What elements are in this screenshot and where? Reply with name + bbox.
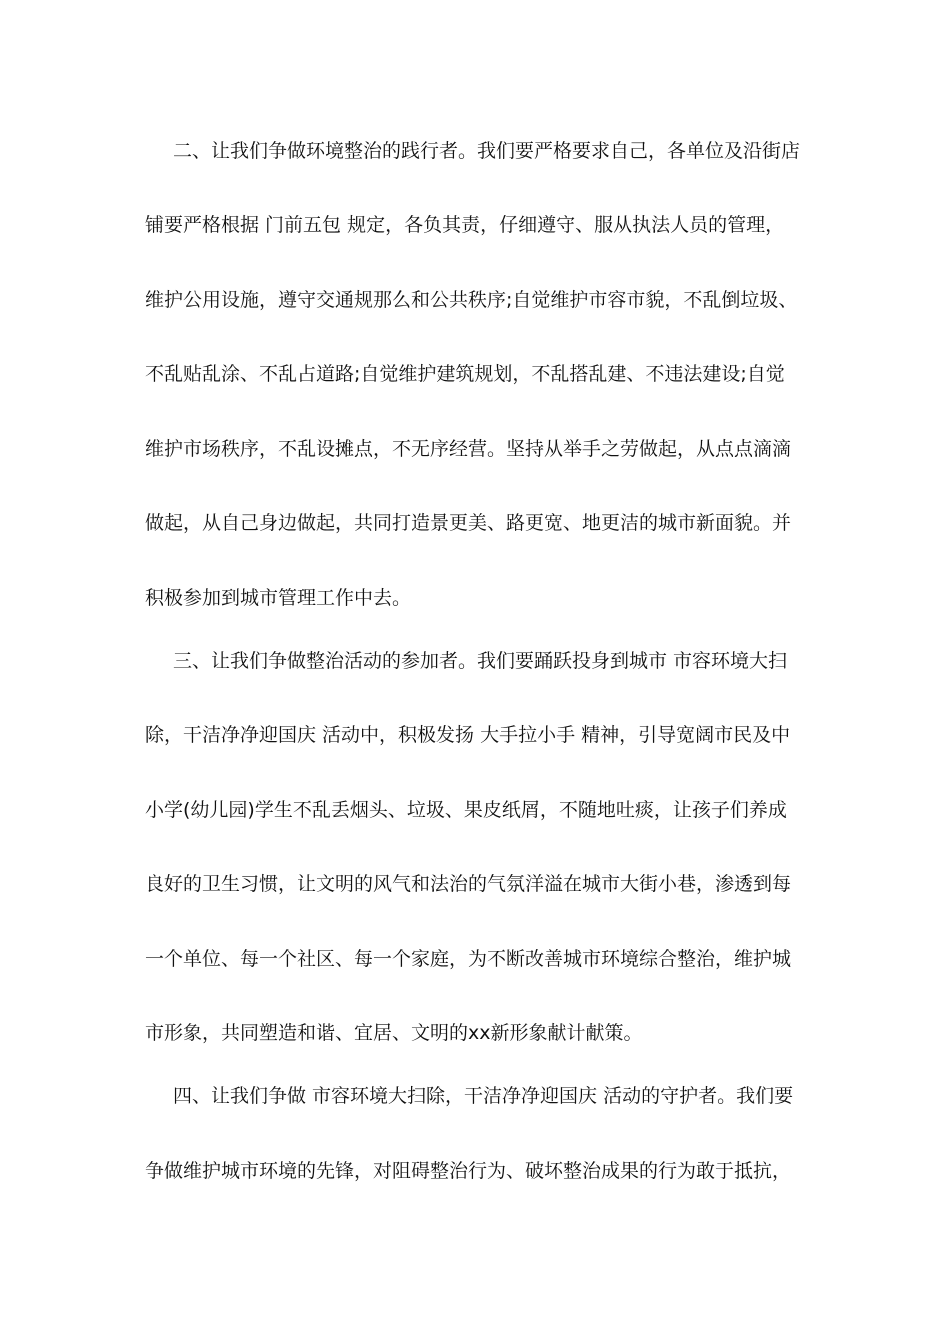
paragraph-3-line-4: 良好的卫生习惯，让文明的风气和法治的气氛洋溢在城市大街小巷，渗透到每 — [145, 873, 792, 895]
paragraph-2-line-3: 维护公用设施，遵守交通规那么和公共秩序;自觉维护市容市貌，不乱倒垃圾、 — [145, 289, 798, 311]
paragraph-3-line-3: 小学(幼儿园)学生不乱丢烟头、垃圾、果皮纸屑，不随地吐痰，让孩子们养成 — [145, 799, 787, 821]
paragraph-3-line-6: 市形象，共同塑造和谐、宜居、文明的xx新形象献计献策。 — [145, 1022, 643, 1044]
paragraph-4-line-2: 争做维护城市环境的先锋，对阻碍整治行为、破坏整治成果的行为敢于抵抗， — [145, 1160, 792, 1182]
paragraph-2-line-1: 二、让我们争做环境整治的践行者。我们要严格要求自己，各单位及沿街店 — [173, 140, 801, 162]
paragraph-2-line-7: 积极参加到城市管理工作中去。 — [145, 587, 412, 609]
paragraph-3-line-5: 一个单位、每一个社区、每一个家庭，为不断改善城市环境综合整治，维护城 — [145, 948, 792, 970]
paragraph-2-line-2: 铺要严格根据 门前五包 规定，各负其责，仔细遵守、服从执法人员的管理， — [145, 214, 785, 236]
paragraph-4-line-1: 四、让我们争做 市容环境大扫除，干洁净净迎国庆 活动的守护者。我们要 — [173, 1085, 794, 1107]
paragraph-2-line-4: 不乱贴乱涂、不乱占道路;自觉维护建筑规划，不乱搭乱建、不违法建设;自觉 — [145, 363, 785, 385]
paragraph-2-line-5: 维护市场秩序，不乱设摊点，不无序经营。坚持从举手之劳做起，从点点滴滴 — [145, 438, 792, 460]
paragraph-3-line-1: 三、让我们争做整治活动的参加者。我们要踊跃投身到城市 市容环境大扫 — [173, 650, 788, 672]
paragraph-2-line-6: 做起，从自己身边做起，共同打造景更美、路更宽、地更洁的城市新面貌。并 — [145, 512, 792, 534]
paragraph-3-line-2: 除，干洁净净迎国庆 活动中，积极发扬 大手拉小手 精神，引导宽阔市民及中 — [145, 724, 791, 746]
